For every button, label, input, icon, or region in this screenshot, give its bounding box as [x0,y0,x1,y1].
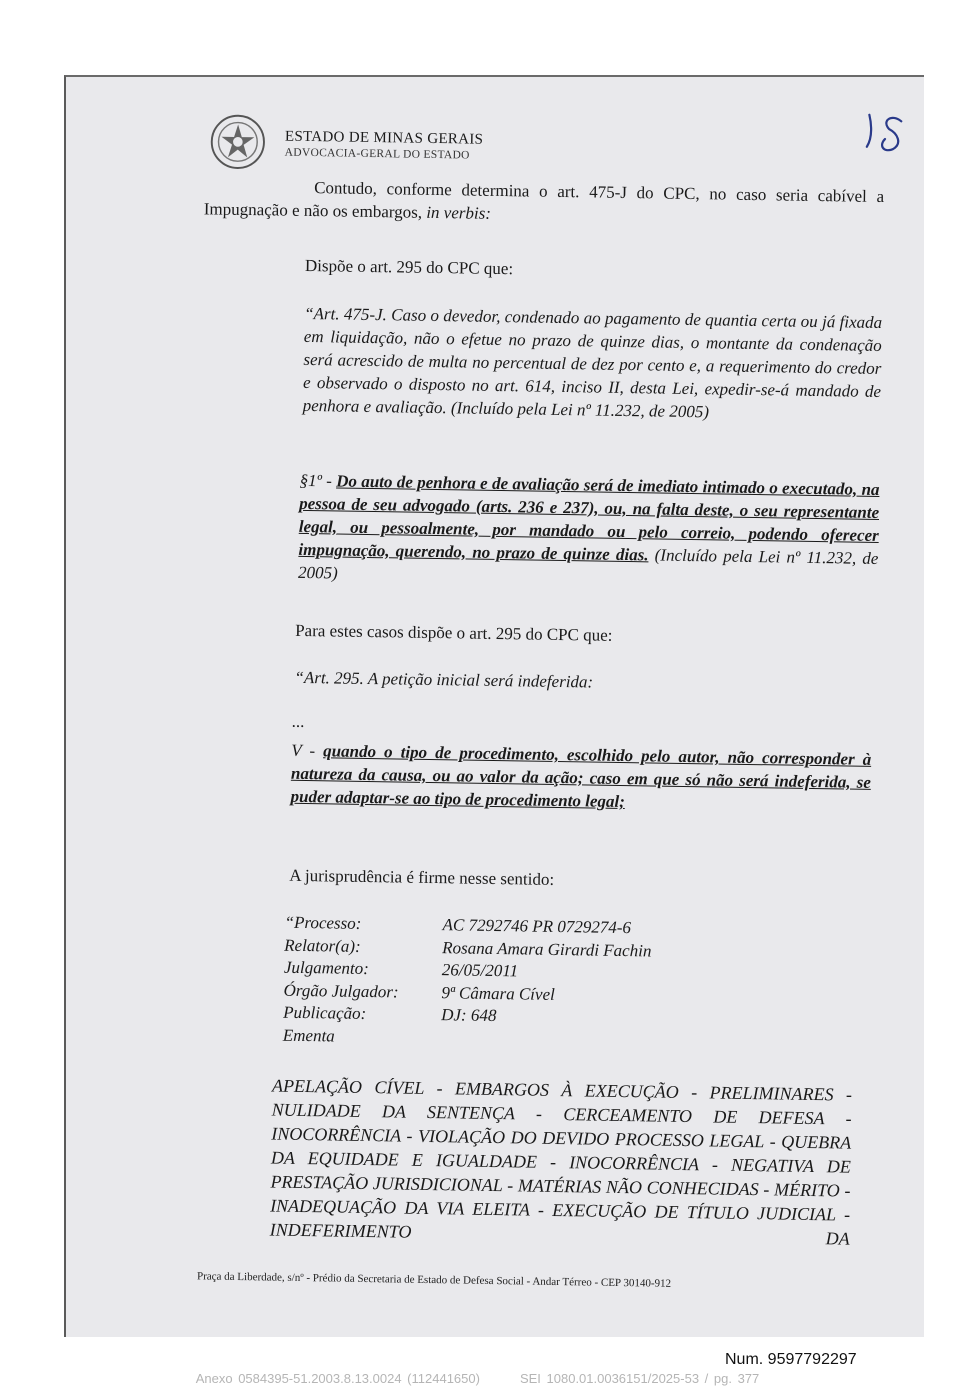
paragraph-1-marker: §1º - [299,470,337,491]
item-v-underlined: quando o tipo de procedimento, escolhido pelo autor, não corresponder à natureza da causa, ou ao valor da ação; caso em que só não será indeferida, se puder adaptar-se ao tipo de procedimento legal; [290,741,872,812]
footer-address: Praça da Liberdade, s/nº - Prédio da Secretaria de Estado de Defesa Social - Andar Térreo - CEP 30140-912 [196,1270,672,1290]
state-crest-icon [208,112,267,171]
header-state: ESTADO DE MINAS GERAIS [284,128,484,148]
page-content [56,70,936,1345]
art295-intro: Dispõe o art. 295 do CPC que: [304,255,514,279]
ruling-relator: Relator(a): Rosana Amara Girardi Fachin [284,935,652,960]
intro-text: Contudo, conforme determina o art. 475-J do CPC, no caso seria cabível a Impugnação e não os embargos, [203,178,885,222]
handwritten-page-number-icon [855,103,916,164]
ruling-orgao: Órgão Julgador: 9ª Câmara Cível [283,980,555,1004]
paragraph-1 [298,469,880,593]
intro-paragraph [204,174,885,231]
item-v [290,739,871,817]
document-number: Num. 9597792297 [725,1351,857,1368]
stamp-sei: SEI 1080.01.0036151/2025-53 / pg. 377 [519,1371,760,1386]
ruling-block [283,912,845,1056]
paragraph-1-tail: (Incluído pela Lei nº 11.232, de 2005) [297,545,879,583]
sei-stamp [0,1371,955,1386]
art475j-quote: “Art. 475-J. Caso o devedor, condenado ao pagamento de quantia certa ou já fixada em liquidação, não o efetue no prazo de quinze dias, o montante da condenação será acrescido de multa no percentual de dez por cento e, a requerimento do credor e observado o disposto no art. 614, inciso II, desta Lei, expedir-se-á mandado de penhora e avaliação. (Incluído pela Lei nº 11.232, de 2005) [302,303,883,422]
ruling-publicacao: Publicação: DJ: 648 [283,1002,497,1026]
scanned-page [64,75,924,1337]
header-office: ADVOCACIA-GERAL DO ESTADO [284,146,470,162]
paragraph-1-underlined: Do auto de penhora e de avaliação será de imediato intimado o executado, na pessoa de seu advogado (arts. 236 e 237), ou, na falta deste, o seu representante legal, ou pessoalmente, por mandado ou pelo correio, podendo oferecer impugnação, querendo, no prazo de quinze dias. [298,471,880,565]
art295-quote: “Art. 295. A petição inicial será indeferida: [294,667,594,692]
ruling-julgamento: Julgamento: 26/05/2011 [283,957,519,981]
intro-in-verbis: in verbis: [426,202,492,223]
ementa-text: APELAÇÃO CÍVEL - EMBARGOS À EXECUÇÃO - PRELIMINARES - NULIDADE DA SENTENÇA - CERCEAMENTO DE DEFESA - INOCORRÊNCIA - VIOLAÇÃO DO DEVIDO PROCESSO LEGAL - QUEBRA DA EQUIDADE E IGUALDADE - INOCORRÊNCIA - NEGATIVA DE PRESTAÇÃO JURISDICIONAL - MATÉRIAS NÃO CONHECIDAS - MÉRITO - INADEQUAÇÃO DA VIA ELEITA - EXECUÇÃO DE TÍTULO JUDICIAL - INDEFERIMENTO DA [269,1075,853,1249]
cases-intro: Para estes casos dispõe o art. 295 do CPC que: [295,620,613,645]
ruling-processo: “Processo: AC 7292746 PR 0729274-6 [284,912,632,938]
ellipsis: ... [291,711,305,731]
item-v-marker: V - [291,740,324,761]
ruling-ementa-label: Ementa [282,1025,335,1046]
jurisprudence-intro: A jurisprudência é firme nesse sentido: [289,865,555,889]
stamp-annex: Anexo 0584395-51.2003.8.13.0024 (112441650) [195,1371,480,1386]
